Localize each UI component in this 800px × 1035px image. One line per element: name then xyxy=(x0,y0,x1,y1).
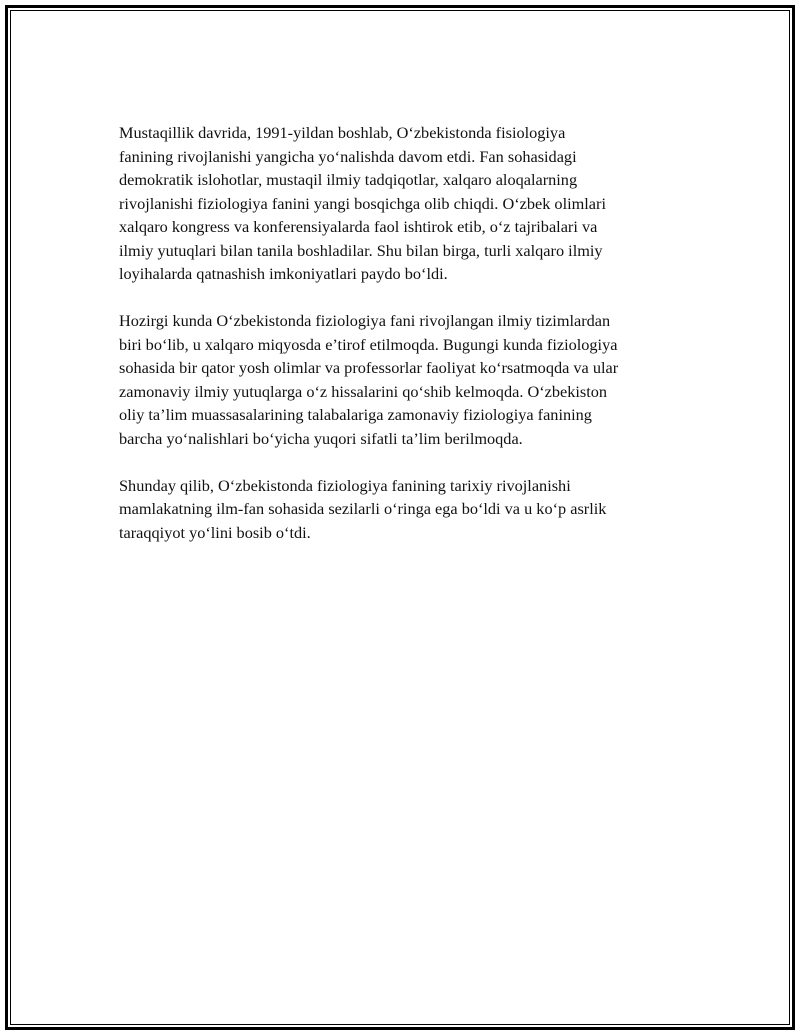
text-line: zamonaviy ilmiy yutuqlarga o‘z hissalarini qo‘shib kelmoqda. O‘zbekiston xyxy=(119,381,608,401)
text-line: ilmiy yutuqlari bilan tanila boshladilar. Shu bilan birga, turli xalqaro ilmiy xyxy=(119,240,603,260)
text-line: mamlakatning ilm-fan sohasida sezilarli o‘ringa ega bo‘ldi va u ko‘p asrlik xyxy=(119,499,607,518)
text-line: oliy ta’lim muassasalarining talabalariga zamonaviy fiziologiya fanining xyxy=(119,405,592,424)
text-line: rivojlanishi fiziologiya fanini yangi bosqichga olib chiqdi. O‘zbek olimlari xyxy=(119,193,606,213)
text-line: taraqqiyot yo‘lini bosib o‘tdi. xyxy=(119,522,311,542)
text-line: barcha yo‘nalishlari bo‘yicha yuqori sifatli ta’lim berilmoqda. xyxy=(119,428,523,448)
text-line: demokratik islohotlar, mustaqil ilmiy tadqiqotlar, xalqaro aloqalarning xyxy=(119,170,578,189)
text-line: Shunday qilib, O‘zbekistonda fiziologiya fanining tarixiy rivojlanishi xyxy=(119,475,571,495)
text-line: biri bo‘lib, u xalqaro miqyosda e’tirof etilmoqda. Bugungi kunda fiziologiya xyxy=(119,334,618,354)
paragraph-1 xyxy=(119,121,699,286)
text-line: Hozirgi kunda O‘zbekistonda fiziologiya fani rivojlangan ilmiy tizimlardan xyxy=(119,311,611,330)
page-border xyxy=(5,5,795,1030)
document-body xyxy=(119,121,699,568)
paragraph-2 xyxy=(119,309,699,450)
text-line: sohasida bir qator yosh olimlar va professorlar faoliyat ko‘rsatmoqda va ular xyxy=(119,358,619,377)
text-line: fanining rivojlanishi yangicha yo‘nalishda davom etdi. Fan sohasidagi xyxy=(119,146,577,166)
paragraph-3 xyxy=(119,474,699,545)
text-line: xalqaro kongress va konferensiyalarda faol ishtirok etib, o‘z tajribalari va xyxy=(119,217,598,236)
text-line: loyihalarda qatnashish imkoniyatlari paydo bo‘ldi. xyxy=(119,264,448,283)
text-line: Mustaqillik davrida, 1991-yildan boshlab, O‘zbekistonda fisiologiya xyxy=(119,123,566,142)
